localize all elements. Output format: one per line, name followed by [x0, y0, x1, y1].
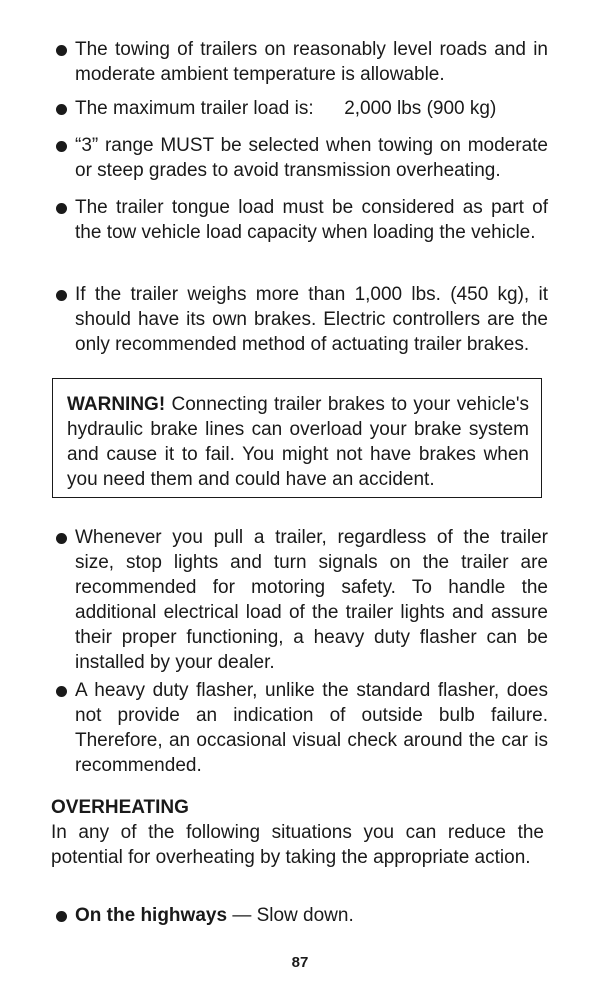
bullet-item: [50, 678, 548, 778]
highways-label: On the highways: [75, 905, 228, 926]
bullet-dot-icon: [56, 290, 67, 301]
bullet-item: [50, 903, 548, 928]
bullet-text: [75, 96, 548, 121]
page-number: 87: [291, 954, 309, 971]
warning-text: Connecting trailer brakes to your vehicle's hydraulic brake lines can overload your brake system and cause it to fail. You might not have brakes when you need them and could have an accident.: [67, 394, 529, 490]
bullet-dot-icon: [56, 104, 67, 115]
section-heading: OVERHEATING: [51, 797, 189, 818]
warning-label: WARNING!: [67, 394, 166, 415]
bullet-dot-icon: [56, 911, 67, 922]
highways-text: — Slow down.: [232, 905, 354, 926]
bullet-text: Whenever you pull a trailer, regardless of the trailer size, stop lights and turn signals on the trailer are recommended for motoring safety. To handle the additional electrical load of the trailer lights and assure their proper functioning, a heavy duty flasher can be installed by your dealer.: [75, 527, 548, 673]
warning-box: [52, 378, 542, 498]
bullet-dot-icon: [56, 45, 67, 56]
bullet-text: “3” range MUST be selected when towing on moderate or steep grades to avoid transmission overheating.: [75, 135, 548, 181]
bullet-item: [50, 282, 548, 357]
bullet-item: [50, 525, 548, 675]
bullet-text: The towing of trailers on reasonably level roads and in moderate ambient temperature is allowable.: [75, 39, 548, 85]
bullet-text: If the trailer weighs more than 1,000 lbs. (450 kg), it should have its own brakes. Electric controllers are the only recommended method of actuating trailer brakes.: [75, 284, 548, 355]
section-intro: In any of the following situations you can reduce the potential for overheating by taking the appropriate action.: [51, 822, 544, 868]
trailer-load-value: 2,000 lbs (900 kg): [344, 98, 497, 119]
bullet-text: The trailer tongue load must be considered as part of the tow vehicle load capacity when loading the vehicle.: [75, 197, 548, 243]
bullet-dot-icon: [56, 686, 67, 697]
bullet-item: [50, 133, 548, 183]
bullet-dot-icon: [56, 203, 67, 214]
trailer-load-label: The maximum trailer load is:: [75, 98, 314, 119]
bullet-text: A heavy duty flasher, unlike the standard flasher, does not provide an indication of outside bulb failure. Therefore, an occasional visual check around the car is recommended.: [75, 680, 548, 776]
warning-paragraph: [67, 392, 529, 492]
bullet-item: [50, 96, 548, 121]
bullet-dot-icon: [56, 533, 67, 544]
bullet-text: [75, 903, 548, 928]
bullet-item: [50, 37, 548, 87]
bullet-dot-icon: [56, 141, 67, 152]
bullet-item: [50, 195, 548, 245]
